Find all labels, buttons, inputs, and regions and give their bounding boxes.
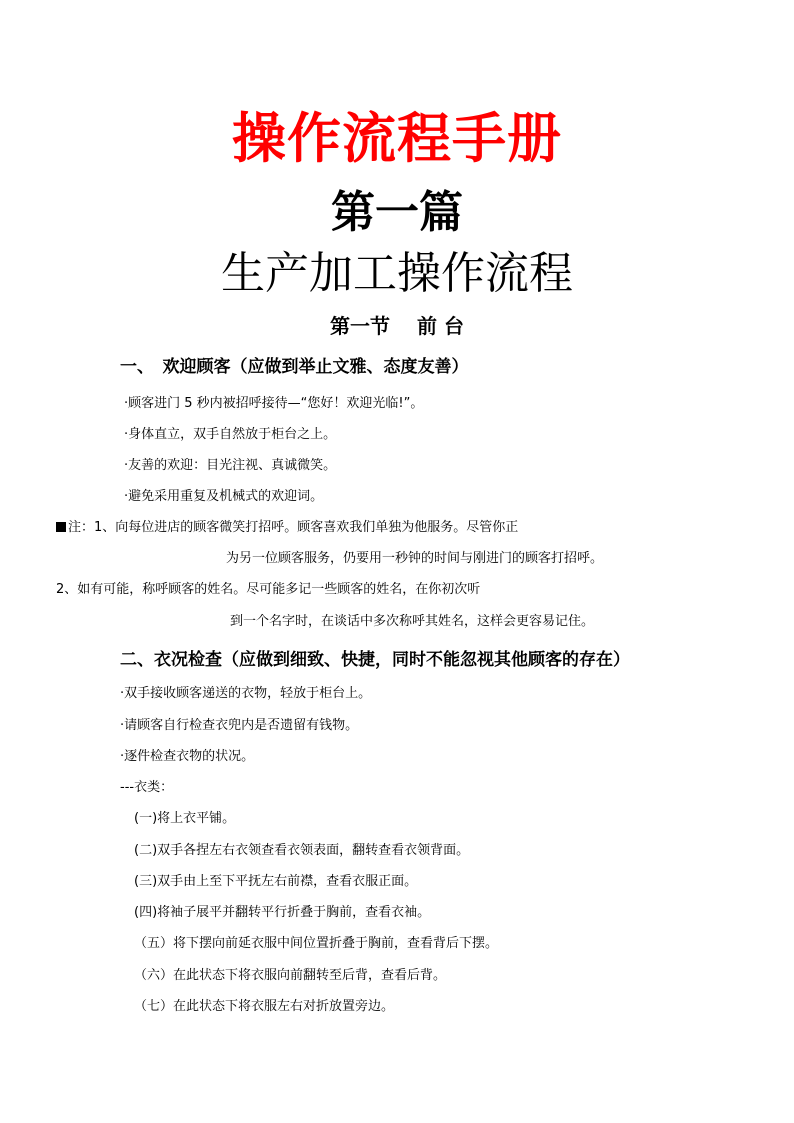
- step-item: (四)将袖子展平并翻转平行折叠于胸前，查看衣袖。: [134, 905, 431, 920]
- section-title: 第一节 前 台: [330, 314, 464, 338]
- document-title: 操作流程手册: [232, 106, 562, 170]
- step-item: (三)双手由上至下平抚左右前襟，查看衣服正面。: [134, 874, 418, 889]
- note-1-line-2: 为另一位顾客服务，仍要用一秒钟的时间与刚进门的顾客打招呼。: [226, 551, 604, 566]
- step-item: （七）在此状态下将衣服左右对折放置旁边。: [134, 999, 395, 1014]
- step-item: (二)双手各捏左右衣领查看衣领表面，翻转查看衣领背面。: [134, 843, 470, 858]
- section-2-heading: 二、衣况检查（应做到细致、快捷，同时不能忽视其他顾客的存在）: [120, 650, 630, 670]
- step-item: （五）将下摆向前延衣服中间位置折叠于胸前，查看背后下摆。: [134, 936, 499, 951]
- list-item: ·友善的欢迎：目光注视、真诚微笑。: [124, 458, 337, 473]
- note-2-line-1: 2、如有可能，称呼顾客的姓名。尽可能多记一些顾客的姓名，在你初次听: [56, 582, 481, 597]
- list-item: ·逐件检查衣物的状况。: [120, 749, 255, 764]
- sub-heading: ---衣类：: [120, 780, 174, 795]
- note-2-line-2: 到一个名字时，在谈话中多次称呼其姓名，这样会更容易记住。: [230, 614, 595, 629]
- list-item: ·请顾客自行检查衣兜内是否遗留有钱物。: [120, 718, 359, 733]
- step-item: （六）在此状态下将衣服向前翻转至后背，查看后背。: [134, 968, 447, 983]
- list-item: ·双手接收顾客递送的衣物，轻放于柜台上。: [120, 686, 372, 701]
- list-item: ·身体直立，双手自然放于柜台之上。: [124, 427, 337, 442]
- section-1-heading: 一、 欢迎顾客（应做到举止文雅、态度友善）: [120, 357, 469, 377]
- note-1-text: 注：1、向每位进店的顾客微笑打招呼。顾客喜欢我们单独为他服务。尽管你正: [68, 520, 519, 535]
- part-title: 第一篇: [331, 187, 463, 238]
- note-square-icon: [56, 522, 66, 532]
- list-item: ·避免采用重复及机械式的欢迎词。: [124, 489, 324, 504]
- list-item: ·顾客进门 5 秒内被招呼接待—“您好！欢迎光临!”。: [124, 396, 424, 411]
- note-1-line-1: [56, 518, 518, 538]
- part-subtitle: 生产加工操作流程: [221, 248, 573, 299]
- step-item: (一)将上衣平铺。: [134, 811, 236, 826]
